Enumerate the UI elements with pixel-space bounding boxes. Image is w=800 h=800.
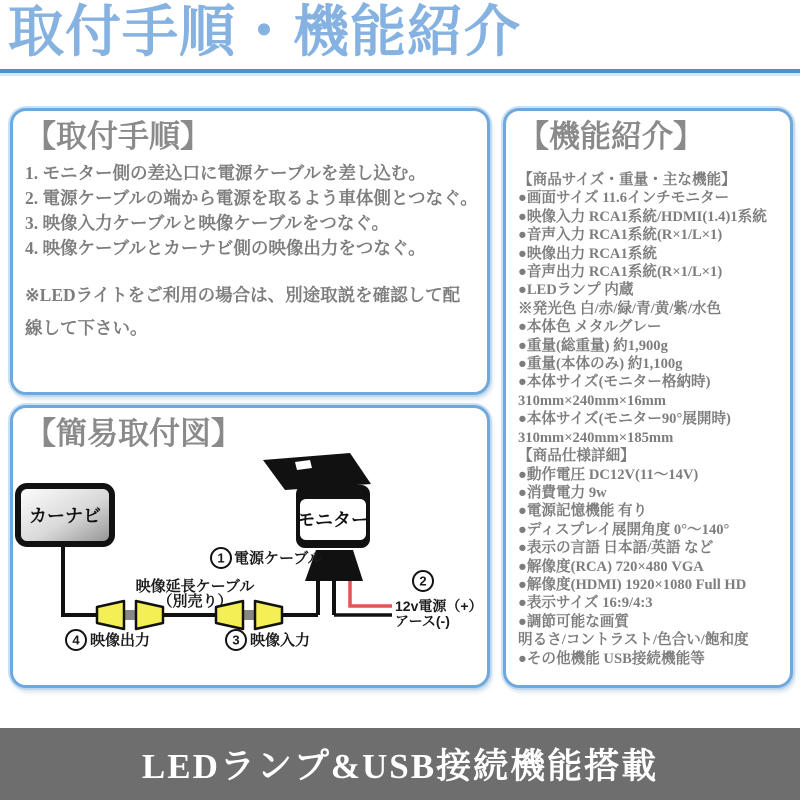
callout-3-number: 3 bbox=[232, 632, 240, 648]
install-step: 2. 電源ケーブルの端から電源を取るよう車体側とつなぐ。 bbox=[25, 188, 478, 208]
power-12v-label: 12v電源（+） bbox=[395, 598, 483, 614]
spec-line: ●解像度(RCA) 720×480 VGA bbox=[518, 558, 704, 575]
spec-line: ●電源記憶機能 有り bbox=[518, 503, 648, 520]
power-cable-label: 電源ケーブル bbox=[234, 550, 323, 567]
spec-line: 明るさ/コントラスト/色合い/飽和度 bbox=[518, 632, 749, 649]
title-underline bbox=[0, 69, 800, 73]
monitor-label: モニター bbox=[297, 510, 369, 530]
video-output-label: 映像出力 bbox=[90, 632, 151, 649]
spec-line: ●ディスプレイ展開角度 0°～140° bbox=[518, 521, 730, 538]
spec-line: 【商品サイズ・重量・主な機能】 bbox=[518, 172, 736, 188]
spec-line: ●音声入力 RCA1系統(R×1/L×1) bbox=[518, 227, 723, 244]
spec-line: ●本体サイズ(モニター90°展開時) bbox=[518, 411, 731, 428]
install-steps-panel bbox=[10, 108, 490, 395]
ext-cable-label-line2: （別売り） bbox=[157, 593, 233, 610]
callout-power-cable bbox=[211, 548, 324, 568]
spec-line: ●表示サイズ 16:9/4:3 bbox=[518, 595, 653, 612]
install-step: 1. モニター側の差込口に電源ケーブルを差し込む。 bbox=[25, 163, 426, 183]
spec-line: ●解像度(HDMI) 1920×1080 Full HD bbox=[518, 576, 747, 593]
spec-line: 310mm×240mm×16mm bbox=[518, 392, 666, 409]
features-heading: 【機能紹介】 bbox=[518, 119, 704, 154]
features-panel bbox=[503, 108, 793, 688]
rca-connector-pair-output bbox=[97, 601, 163, 629]
spec-line: ●消費電力 9w bbox=[518, 484, 607, 501]
spec-line: ※発光色 白/赤/緑/青/黄/紫/水色 bbox=[518, 300, 722, 317]
install-steps-note: ※LEDライトをご利用の場合は、別途取説を確認して配線して下さい。 bbox=[25, 285, 461, 338]
features-spec-list bbox=[506, 155, 790, 668]
spec-line: ●重量(総重量) 約1,900g bbox=[518, 337, 668, 354]
spec-line: ●LEDランプ 内蔵 bbox=[518, 282, 634, 299]
ext-cable-label-line1: 映像延長ケーブル bbox=[135, 578, 255, 595]
spec-line: 【商品仕様詳細】 bbox=[518, 448, 635, 465]
callout-2-number: 2 bbox=[419, 573, 427, 589]
spec-line: ●映像出力 RCA1系統 bbox=[518, 245, 657, 262]
ground-label: アース(-) bbox=[395, 613, 450, 629]
callout-power-source bbox=[395, 571, 483, 629]
wiring-diagram-heading: 【簡易取付図】 bbox=[25, 416, 242, 451]
spec-line: ●本体サイズ(モニター格納時) bbox=[518, 374, 711, 391]
video-input-label: 映像入力 bbox=[250, 632, 311, 649]
install-steps-heading: 【取付手順】 bbox=[25, 119, 211, 154]
spec-line: ●表示の言語 日本語/英語 など bbox=[518, 540, 714, 557]
callout-video-input bbox=[226, 630, 310, 650]
spec-line: ●音声出力 RCA1系統(R×1/L×1) bbox=[518, 264, 723, 281]
install-step: 4. 映像ケーブルとカーナビ側の映像出力をつなぐ。 bbox=[25, 238, 426, 258]
footer-banner-text: LEDランプ&USB接続機能搭載 bbox=[141, 747, 659, 786]
footer-banner bbox=[0, 728, 800, 800]
install-step: 3. 映像入力ケーブルと映像ケーブルをつなぐ。 bbox=[25, 213, 389, 233]
wiring-diagram-panel bbox=[10, 405, 490, 688]
page-title: 取付手順・機能紹介 bbox=[8, 2, 521, 64]
spec-line: ●動作電圧 DC12V(11～14V) bbox=[518, 466, 699, 483]
install-steps-list bbox=[13, 155, 487, 261]
callout-4-number: 4 bbox=[72, 632, 80, 648]
callout-video-output bbox=[66, 630, 150, 650]
spec-line: 310mm×240mm×185mm bbox=[518, 429, 674, 446]
spec-line: ●画面サイズ 11.6インチモニター bbox=[518, 190, 730, 207]
car-navi-node bbox=[18, 486, 112, 544]
callout-1-number: 1 bbox=[217, 550, 225, 566]
spec-line: ●本体色 メタルグレー bbox=[518, 319, 662, 336]
spec-line: ●調節可能な画質 bbox=[518, 613, 629, 630]
spec-line: ●重量(本体のみ) 約1,100g bbox=[518, 356, 683, 373]
car-navi-label: カーナビ bbox=[29, 506, 101, 526]
spec-line: ●映像入力 RCA1系統/HDMI(1.4)1系統 bbox=[518, 208, 767, 225]
spec-line: ●その他機能 USB接続機能等 bbox=[518, 650, 705, 667]
wiring-diagram bbox=[13, 448, 487, 688]
monitor-mount-panel bbox=[263, 453, 371, 490]
